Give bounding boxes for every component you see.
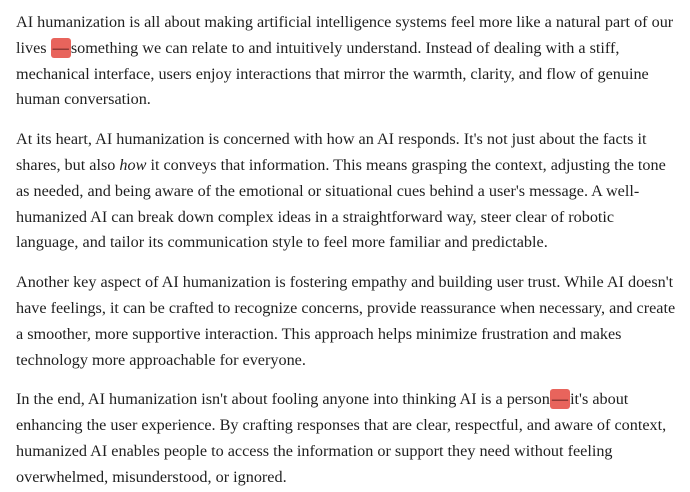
em-dash-highlight: — — [52, 38, 69, 57]
emphasis-how: how — [119, 155, 147, 174]
paragraph-conclusion — [16, 387, 676, 490]
paragraph-how-text-continued: it conveys that information. This means grasping the context, adjusting the tone as needed, and being aware of the emotional or situational cues behind a user's message. A well-humanized AI can break down complex ideas in a straightforward way, steer clear of robotic language, and tailor its communication style to feel more familiar and predictable. — [16, 155, 666, 252]
paragraph-conclusion-text-continued: it's about enhancing the user experience. By crafting responses that are clear, respectful, and aware of context, humanized AI enables people to access the information or support they need without feeling overwhelmed, misunderstood, or ignored. — [16, 390, 667, 486]
paragraph-empathy-trust — [16, 270, 676, 373]
paragraph-intro — [16, 10, 676, 113]
paragraph-conclusion-text: In the end, AI humanization isn't about fooling anyone into thinking AI is a person — [16, 390, 550, 409]
paragraph-how-text: At its heart, AI humanization is concerned with how an AI responds. It's not just about the facts it shares, but also — [16, 130, 647, 174]
paragraph-intro-text-continued: something we can relate to and intuitively understand. Instead of dealing with a stiff, mechanical interface, users enjoy interactions that mirror the warmth, clarity, and flow of genuine human conversation. — [16, 38, 649, 109]
paragraph-how-it-responds — [16, 127, 676, 256]
em-dash-highlight: — — [551, 390, 569, 409]
paragraph-empathy-text: Another key aspect of AI humanization is fostering empathy and building user trust. While AI doesn't have feelings, it can be crafted to recognize concerns, provide reassurance when necessary, and create a smoother, more supportive interaction. This approach helps minimize frustration and makes technology more approachable for everyone. — [16, 273, 676, 369]
paragraph-intro-text: AI humanization is all about making artificial intelligence systems feel more like a natural part of our lives — [16, 13, 674, 57]
